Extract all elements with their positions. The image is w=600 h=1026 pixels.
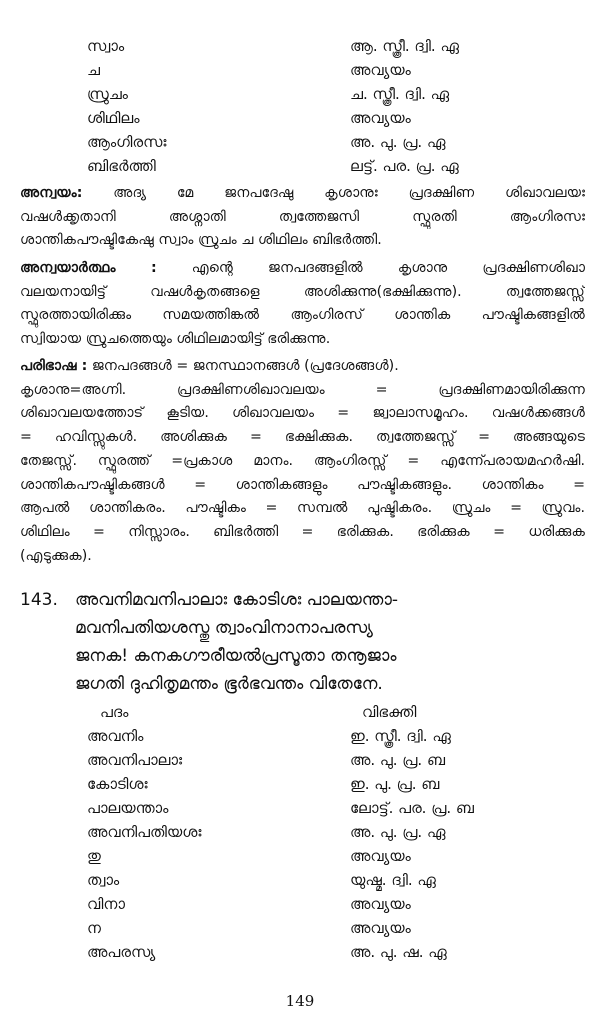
table-header-row (0, 700, 600, 724)
analysis-cell: ഇ. സ്ത്രീ. ദ്വി. ഏ (350, 727, 451, 745)
verse-line: അവനിമവനിപാലാഃ കോടിശഃ പാലയന്താ- (75, 590, 398, 610)
analysis-cell: അ. പു. ഷ. ഏ (350, 943, 447, 961)
word-cell: ആംഗിരസഃ (87, 133, 167, 151)
paragraph-line: അന്വയം: അദ്യ മേ ജനപദേഷു കൃശാനുഃ പ്രദക്ഷിണ ശിഖാവലയഃ (20, 185, 585, 201)
verse-lines (75, 586, 398, 698)
word-cell: ശിഥിലം (87, 109, 140, 127)
paribhasha-paragraph (20, 355, 585, 568)
paragraph-line: ശിഥിലം = നിസ്സാരം. ബിഭർത്തി = ഭരിക്കുക. ഭരിക്കുക = ധരിക്കുക (20, 523, 585, 540)
table-row (0, 820, 600, 844)
paragraph-line: ശാന്തികപൗഷ്ടികങ്ങൾ = ശാന്തികങ്ങളും പൗഷ്ടികങ്ങളും. ശാന്തികം = (20, 476, 585, 493)
analysis-cell: അവ്യയം (350, 919, 411, 937)
paragraph-line: സ്വിയായ സ്രുചത്തെയും ശിഥിലമായിട്ട് ഭരിക്കുന്നു. (20, 331, 331, 348)
analysis-cell: അവ്യയം (350, 61, 411, 79)
paragraph-line: വഷൾക്കൃതാനി അശ്നാതി ത്വത്തേജസി സ്ഫുരതി ആംഗിരസഃ (20, 208, 585, 225)
word-cell: അവനിപതിയശഃ (87, 823, 202, 841)
table-row (0, 82, 600, 106)
analysis-cell: അവ്യയം (350, 847, 411, 865)
analysis-cell: ലോട്ട്. പര. പ്ര. ബ (350, 799, 474, 817)
table-row (0, 796, 600, 820)
table-row (0, 106, 600, 130)
word-column-header: പദം (100, 703, 129, 721)
table-row (0, 130, 600, 154)
paragraph-line: സ്ഫുരത്തായിരിക്കും സമയത്തിങ്കൽ ആംഗിരസ് ശാന്തിക പൗഷ്ടികങ്ങളിൽ (20, 307, 585, 324)
verse-number: 143. (20, 590, 58, 610)
anvayam-paragraph (20, 182, 585, 253)
word-cell: ബിഭർത്തി (87, 157, 156, 175)
analysis-cell: ഇ. പു. പ്ര. ബ (350, 775, 440, 793)
table-row (0, 844, 600, 868)
word-cell: അവനിം (87, 727, 144, 745)
word-cell: സ്രുചം (87, 85, 128, 103)
anvayartham-paragraph (20, 257, 585, 352)
paragraph-line: തേജസ്സ്. സ്ഫുരത്ത് =പ്രകാശ മാനം. ആംഗിരസ്സ് = എന്ന്പേരായമഹർഷി. (20, 452, 585, 469)
table-row (0, 892, 600, 916)
analysis-cell: ലട്ട്. പര. പ്ര. ഏ (350, 157, 459, 175)
analysis-cell: ആ. സ്ത്രീ. ദ്വി. ഏ (350, 37, 459, 55)
table-row (0, 34, 600, 58)
paragraph-line: ശാന്തികപൗഷ്ടികേഷു സ്വാം സ്രുചം ച ശിഥിലം ബിഭർത്തി. (20, 232, 382, 249)
paragraph-line: = ഹവിസ്സുകൾ. അശിക്കുക = ഭക്ഷിക്കുക. ത്വത്തേജസ്സ് = അങ്ങയുടെ (20, 429, 585, 446)
table-row (0, 772, 600, 796)
paragraph-line: ആപൽ ശാന്തികരം. പൗഷ്ടികം = സമ്പൽ പുഷ്ടികരം. സ്രുചം = സ്രുവം. (20, 500, 585, 517)
verse-line: മവനിപതിയശസ്തു ത്വാംവിനാനാപരസ്യ (75, 618, 373, 638)
paragraph-line: പരിഭാഷ : ജനപദങ്ങൾ = ജനസ്ഥാനങ്ങൾ (പ്രദേശങ്ങൾ). (20, 358, 399, 374)
anvayam-label: അന്വയം: (20, 185, 83, 201)
analysis-cell: ച. സ്ത്രീ. ദ്വി. ഏ (350, 85, 450, 103)
paragraph-line: ശിഖാവലയത്തോട് കൂടിയ. ശിഖാവലയം = ജ്വാലാസമൂഹം. വഷൾക്കങ്ങൾ (20, 405, 585, 422)
verse-line: ജഗതി ദുഹിതൃമന്തം ഭൂർഭവന്തം വിതേനേ. (75, 674, 383, 694)
word-cell: ന (87, 919, 101, 937)
analysis-cell: അവ്യയം (350, 109, 411, 127)
word-cell: അപരസ്യ (87, 943, 156, 961)
analysis-column-header: വിഭക്തി (362, 703, 417, 721)
word-cell: ച (87, 61, 100, 79)
table-row (0, 916, 600, 940)
table-row (0, 58, 600, 82)
table-row (0, 154, 600, 178)
word-cell: പാലയന്താം (87, 799, 169, 817)
page-number: 149 (285, 992, 315, 1010)
paragraph-line: (എടുക്കുക). (20, 547, 92, 564)
table-row (0, 868, 600, 892)
table-row (0, 748, 600, 772)
table-row (0, 724, 600, 748)
paragraph-line: കൃശാനു=അഗ്നി. പ്രദക്ഷിണശിഖാവലയം = പ്രദക്ഷിണമായിരിക്കുന്ന (20, 381, 585, 398)
word-cell: അവനിപാലാഃ (87, 751, 183, 769)
analysis-cell: അ. പു. പ്ര. ഏ (350, 823, 446, 841)
word-cell: തു (87, 847, 101, 865)
paragraph-line: അന്വയാർത്ഥം : എന്റെ ജനപദങ്ങളിൽ കൃശാനു പ്രദക്ഷിണശിഖാ (20, 260, 585, 276)
paragraph-line: വലയനായിട്ട് വഷൾകൃതങ്ങളെ അശിക്കുന്നു(ഭക്ഷിക്കുന്നു). ത്വത്തേജസ്സ് (20, 283, 585, 300)
word-cell: സ്വാം (87, 37, 125, 55)
table-row (0, 940, 600, 964)
word-cell: വിനാ (87, 895, 125, 913)
analysis-cell: അ. പു. പ്ര. ബ (350, 751, 445, 769)
verse-line: ജനക! കനകഗൗരീയൽപ്രസൂതാ തനൂജാം (75, 646, 397, 666)
analysis-cell: യുഷ്മ. ദ്വി. ഏ (350, 871, 436, 889)
paribhasha-label: പരിഭാഷ : (20, 358, 88, 374)
anvayartham-label: അന്വയാർത്ഥം : (20, 260, 157, 276)
word-cell: ത്വാം (87, 871, 120, 889)
word-cell: കോടിശഃ (87, 775, 148, 793)
analysis-cell: അവ്യയം (350, 895, 411, 913)
analysis-cell: അ. പു. പ്ര. ഏ (350, 133, 446, 151)
